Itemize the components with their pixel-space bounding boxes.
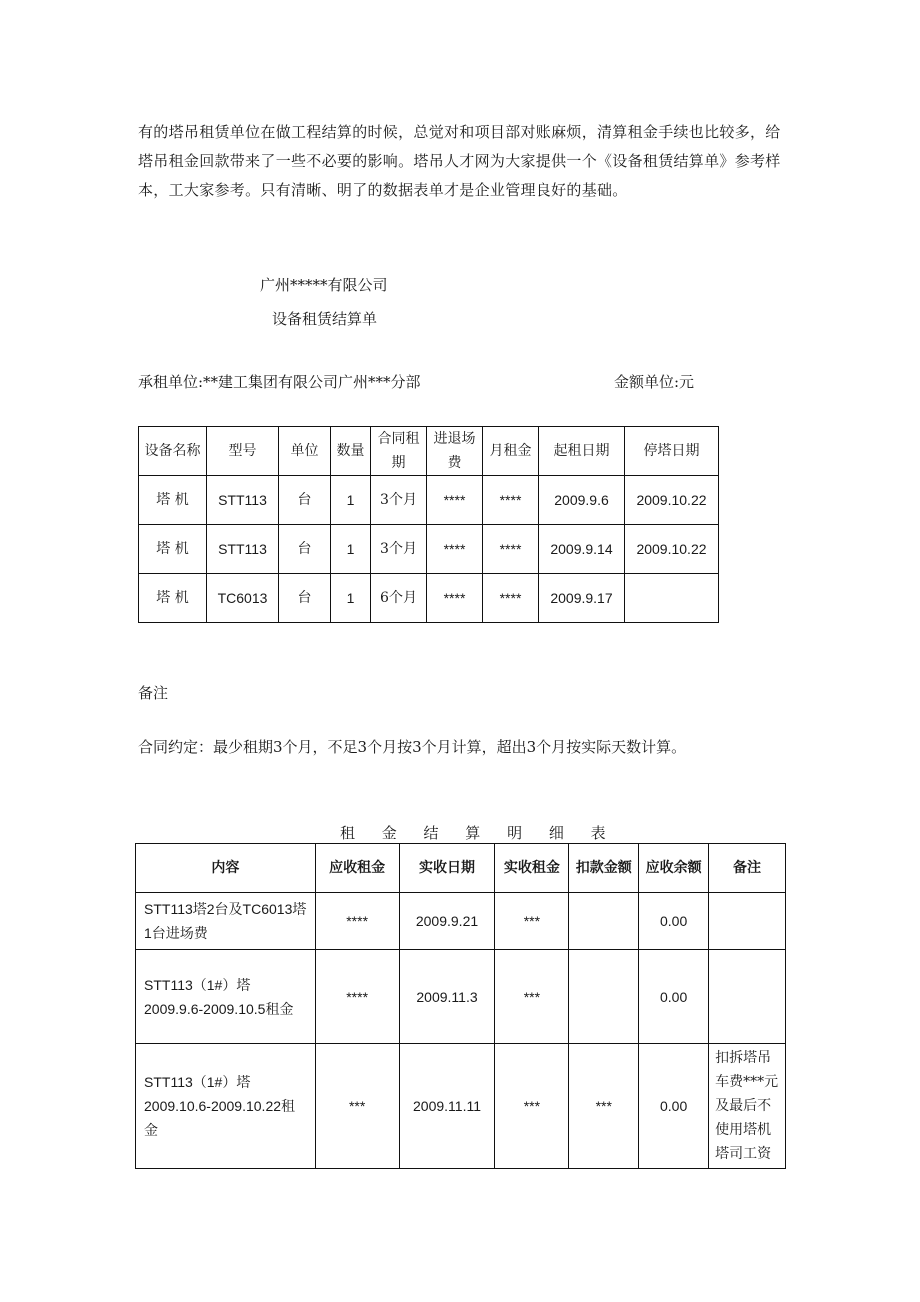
table-cell: 2009.9.17 xyxy=(539,574,625,623)
table-cell: STT113 xyxy=(207,476,279,525)
table-cell: STT113（1#）塔2009.10.6-2009.10.22租金 xyxy=(136,1044,316,1169)
header-cell: 数量 xyxy=(331,427,371,476)
table-cell: **** xyxy=(427,476,483,525)
table-cell: 0.00 xyxy=(639,1044,709,1169)
table-cell: 扣拆塔吊车费***元及最后不使用塔机塔司工资 xyxy=(709,1044,786,1169)
table-cell: STT113塔2台及TC6013塔1台进场费 xyxy=(136,893,316,950)
table-cell: 2009.10.22 xyxy=(625,476,719,525)
header-cell: 单位 xyxy=(279,427,331,476)
table-cell: *** xyxy=(495,950,569,1044)
header-cell: 进退场费 xyxy=(427,427,483,476)
table-cell: 2009.9.21 xyxy=(399,893,495,950)
header-cell: 设备名称 xyxy=(139,427,207,476)
detail-row xyxy=(136,950,786,1044)
table-cell: *** xyxy=(495,1044,569,1169)
intro-paragraph: 有的塔吊租赁单位在做工程结算的时候，总觉对和项目部对账麻烦，清算租金手续也比较多，给塔吊租金回款带来了一些不必要的影响。塔吊人才网为大家提供一个《设备租赁结算单》参考样本，工大家参考。只有清晰、明了的数据表单才是企业管理良好的基础。 xyxy=(138,123,781,199)
header-cell: 合同租期 xyxy=(371,427,427,476)
header-cell: 实收日期 xyxy=(399,844,495,893)
header-cell: 实收租金 xyxy=(495,844,569,893)
table-cell: 0.00 xyxy=(639,893,709,950)
table-cell: 1 xyxy=(331,476,371,525)
table-cell: **** xyxy=(483,525,539,574)
table-cell: STT113（1#）塔2009.9.6-2009.10.5租金 xyxy=(136,950,316,1044)
table-cell: 2009.9.14 xyxy=(539,525,625,574)
table-cell: *** xyxy=(495,893,569,950)
table-cell: **** xyxy=(427,574,483,623)
table-cell: 3个月 xyxy=(371,525,427,574)
header-cell: 应收租金 xyxy=(315,844,399,893)
table-cell: 2009.11.3 xyxy=(399,950,495,1044)
equipment-row xyxy=(139,525,719,574)
table-cell: 台 xyxy=(279,476,331,525)
equipment-header-row xyxy=(139,427,719,476)
table-cell: 2009.10.22 xyxy=(625,525,719,574)
table-cell: 1 xyxy=(331,525,371,574)
table-cell xyxy=(569,893,639,950)
table-cell: *** xyxy=(569,1044,639,1169)
table-cell: 3个月 xyxy=(371,476,427,525)
table-cell: STT113 xyxy=(207,525,279,574)
currency-unit: 金额单位:元 xyxy=(614,373,695,391)
header-cell: 型号 xyxy=(207,427,279,476)
equipment-row xyxy=(139,574,719,623)
table-cell: 台 xyxy=(279,574,331,623)
table-cell: *** xyxy=(315,1044,399,1169)
header-cell: 应收余额 xyxy=(639,844,709,893)
table-cell xyxy=(709,950,786,1044)
detail-row xyxy=(136,893,786,950)
table-cell: 6个月 xyxy=(371,574,427,623)
rent-detail-table xyxy=(135,843,786,1169)
table-cell xyxy=(709,893,786,950)
document-title: 设备租赁结算单 xyxy=(272,310,378,328)
lessee-line: 承租单位:**建工集团有限公司广州***分部 xyxy=(138,373,421,391)
detail-header-row xyxy=(136,844,786,893)
header-cell: 扣款金额 xyxy=(569,844,639,893)
table-cell: **** xyxy=(315,893,399,950)
table-cell: 1 xyxy=(331,574,371,623)
table-cell: 2009.11.11 xyxy=(399,1044,495,1169)
header-cell: 备注 xyxy=(709,844,786,893)
header-cell: 月租金 xyxy=(483,427,539,476)
table-cell: 2009.9.6 xyxy=(539,476,625,525)
table-cell: 塔 机 xyxy=(139,525,207,574)
header-cell: 停塔日期 xyxy=(625,427,719,476)
contract-note: 合同约定：最少租期3个月，不足3个月按3个月计算，超出3个月按实际天数计算。 xyxy=(138,738,687,756)
table-cell: TC6013 xyxy=(207,574,279,623)
equipment-row xyxy=(139,476,719,525)
detail-table-title: 租 金 结 算 明 细 表 xyxy=(340,824,606,842)
table-cell: 台 xyxy=(279,525,331,574)
table-cell: **** xyxy=(427,525,483,574)
table-cell xyxy=(625,574,719,623)
table-cell: 塔 机 xyxy=(139,574,207,623)
table-cell: **** xyxy=(483,476,539,525)
table-cell: **** xyxy=(483,574,539,623)
company-name: 广州*****有限公司 xyxy=(260,276,388,294)
detail-row xyxy=(136,1044,786,1169)
table-cell: 塔 机 xyxy=(139,476,207,525)
equipment-table xyxy=(138,426,719,623)
header-cell: 内容 xyxy=(136,844,316,893)
remarks-label: 备注 xyxy=(138,684,169,702)
header-cell: 起租日期 xyxy=(539,427,625,476)
table-cell xyxy=(569,950,639,1044)
table-cell: 0.00 xyxy=(639,950,709,1044)
table-cell: **** xyxy=(315,950,399,1044)
